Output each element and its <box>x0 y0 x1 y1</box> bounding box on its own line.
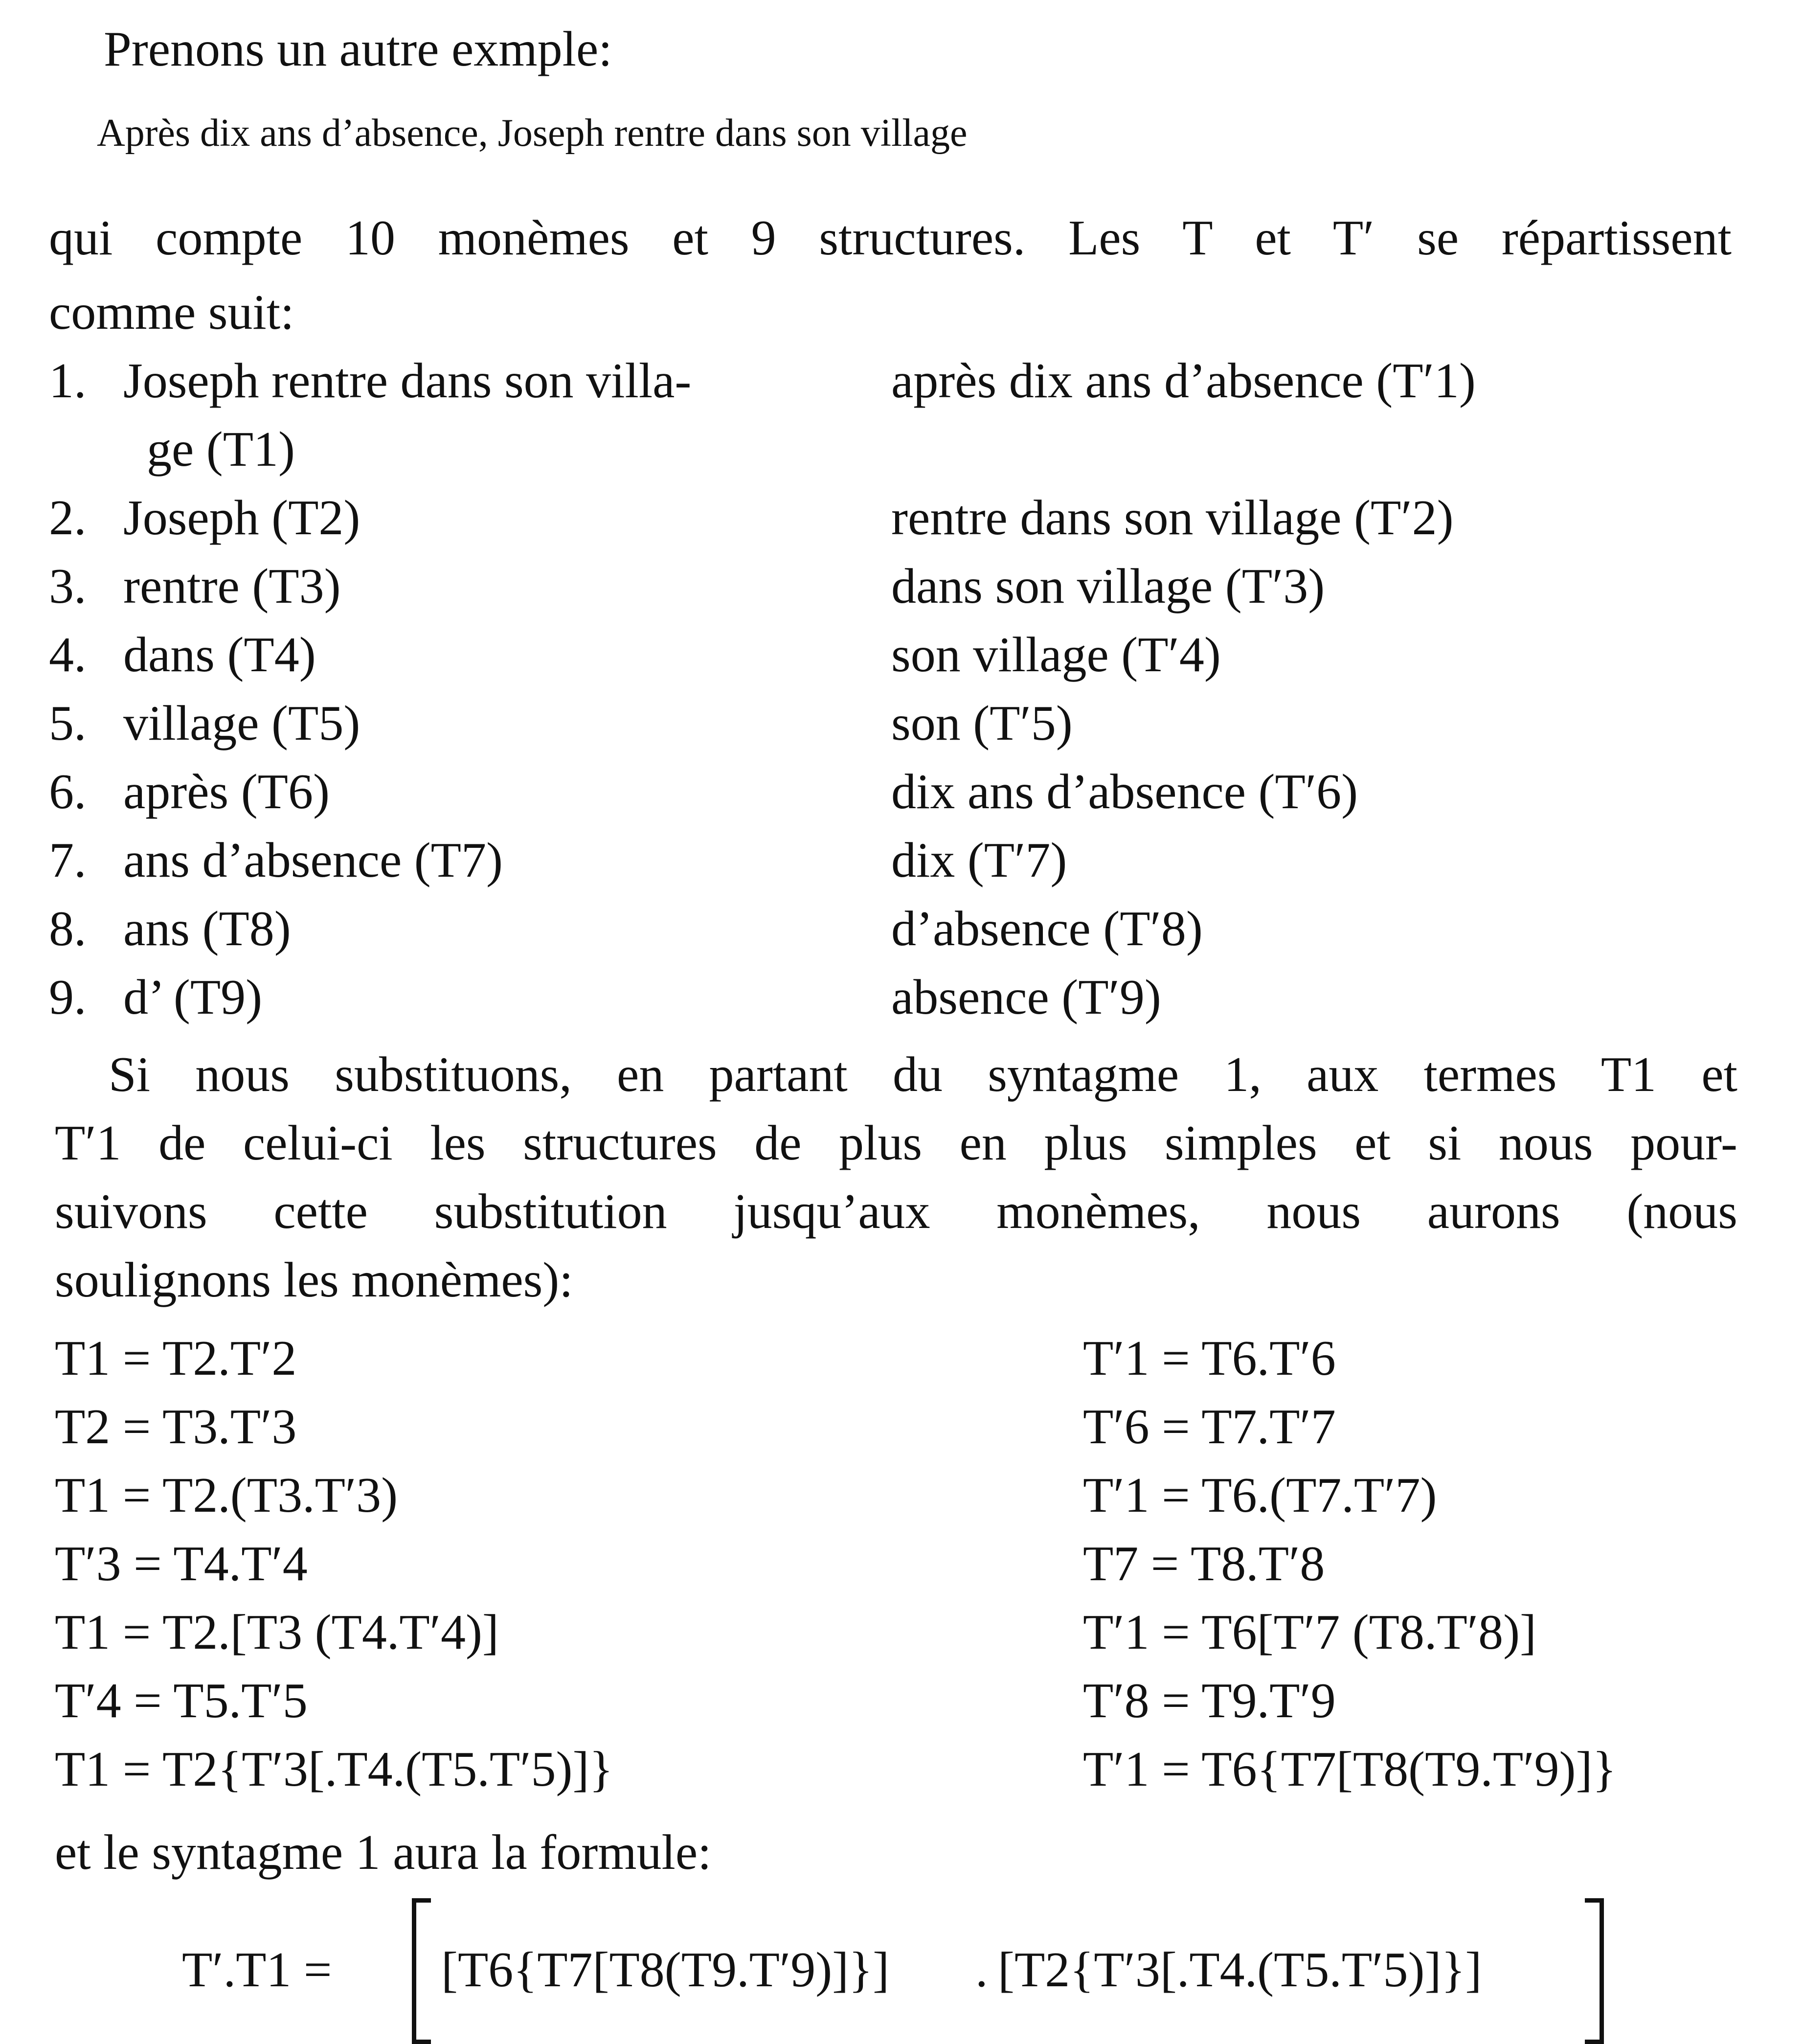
structure-left: ans (T8) <box>123 901 291 956</box>
structure-right: dans son village (T′3) <box>891 559 1325 614</box>
equation: T′8 = T9.T′9 <box>1083 1673 1336 1728</box>
equation: T1 = T2.(T3.T′3) <box>55 1468 398 1523</box>
equation: T′1 = T6.(T7.T′7) <box>1083 1468 1437 1523</box>
structure-number: 5. <box>49 696 87 751</box>
paragraph-line-2: T′1 de celui-ci les structures de plus en plus simples et si nous pour- <box>55 1115 1737 1171</box>
structure-right: dix (T′7) <box>891 833 1067 888</box>
equation: T′6 = T7.T′7 <box>1083 1399 1336 1454</box>
structure-right: après dix ans d’absence (T′1) <box>891 353 1476 409</box>
structure-right: rentre dans son village (T′2) <box>891 490 1454 545</box>
structure-left: Joseph rentre dans son villa- <box>123 353 692 409</box>
structure-left: dans (T4) <box>123 627 316 682</box>
conclusion: et le syntagme 1 aura la formule: <box>55 1825 712 1880</box>
equation: T1 = T2.T′2 <box>55 1331 297 1386</box>
structure-left: Joseph (T2) <box>123 490 361 545</box>
description-line-1: qui compte 10 monèmes et 9 structures. Les T et T′ se répartissent <box>49 210 1732 266</box>
structure-number: 8. <box>49 901 87 956</box>
intro-lead: Prenons un autre exmple: <box>104 22 612 77</box>
example-sentence: Après dix ans d’absence, Joseph rentre dans son village <box>97 112 968 155</box>
right-bracket <box>1585 1898 1604 2044</box>
structure-number: 4. <box>49 627 87 682</box>
equation: T7 = T8.T′8 <box>1083 1536 1325 1591</box>
structure-left-continued: ge (T1) <box>147 422 295 477</box>
equation: T′4 = T5.T′5 <box>55 1673 308 1728</box>
paragraph-line-3: suivons cette substitution jusqu’aux monèmes, nous aurons (nous <box>55 1184 1737 1239</box>
structure-left: d’ (T9) <box>123 970 263 1025</box>
structure-left: ans d’absence (T7) <box>123 833 503 888</box>
paragraph-line-4: soulignons les monèmes): <box>55 1252 573 1308</box>
structure-right: d’absence (T′8) <box>891 901 1203 956</box>
structure-number: 6. <box>49 764 87 819</box>
structure-number: 3. <box>49 559 87 614</box>
equation: T1 = T2.[T3 (T4.T′4)] <box>55 1605 499 1660</box>
formula-lhs: T′.T1 = <box>182 1942 332 1998</box>
structure-left: rentre (T3) <box>123 559 341 614</box>
equation: T2 = T3.T′3 <box>55 1399 297 1454</box>
left-bracket <box>412 1898 431 2044</box>
formula-part-1: [T6{T7[T8(T9.T′9)]}] <box>441 1942 890 1998</box>
paragraph-line-1: Si nous substituons, en partant du syntagme 1, aux termes T1 et <box>109 1047 1737 1102</box>
equation: T′1 = T6{T7[T8(T9.T′9)]} <box>1083 1742 1617 1797</box>
structure-right: son (T′5) <box>891 696 1073 751</box>
equation: T′1 = T6.T′6 <box>1083 1331 1336 1386</box>
structure-right: dix ans d’absence (T′6) <box>891 764 1358 819</box>
description-line-2: comme suit: <box>49 285 294 340</box>
structure-number: 9. <box>49 970 87 1025</box>
formula-dot: . <box>975 1942 988 1998</box>
formula-part-2: [T2{T′3[.T4.(T5.T′5)]}] <box>998 1942 1482 1998</box>
structure-left: après (T6) <box>123 764 330 819</box>
equation: T1 = T2{T′3[.T4.(T5.T′5)]} <box>55 1742 613 1797</box>
equation: T′3 = T4.T′4 <box>55 1536 308 1591</box>
structure-right: son village (T′4) <box>891 627 1221 682</box>
structure-left: village (T5) <box>123 696 361 751</box>
equation: T′1 = T6[T′7 (T8.T′8)] <box>1083 1605 1537 1660</box>
structure-number: 7. <box>49 833 87 888</box>
structure-number: 1. <box>49 353 87 409</box>
structure-right: absence (T′9) <box>891 970 1161 1025</box>
structure-number: 2. <box>49 490 87 545</box>
